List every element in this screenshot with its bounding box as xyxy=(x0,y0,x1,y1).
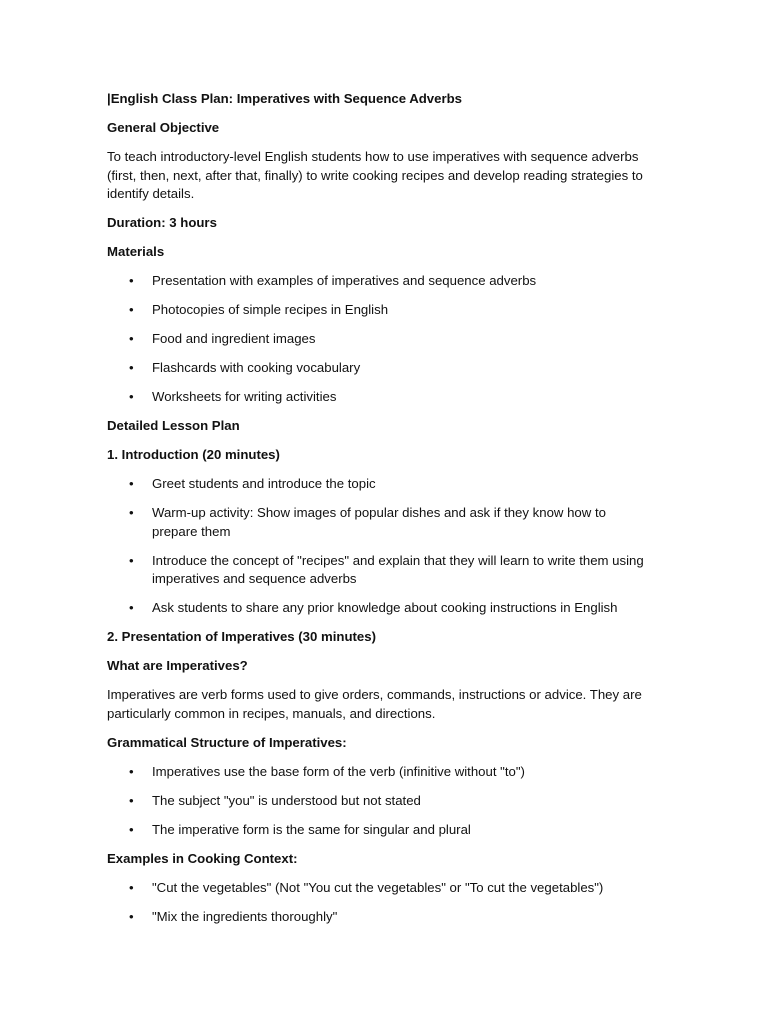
introduction-heading: 1. Introduction (20 minutes) xyxy=(107,447,280,462)
materials-list xyxy=(107,272,648,407)
list-item: • "Mix the ingredients thoroughly" xyxy=(107,908,648,927)
introduction-list xyxy=(107,475,648,618)
presentation-heading: 2. Presentation of Imperatives (30 minutes) xyxy=(107,629,376,644)
list-item: • Worksheets for writing activities xyxy=(107,388,648,407)
grammatical-structure-list xyxy=(107,763,648,840)
cooking-examples-list xyxy=(107,879,648,927)
materials-heading: Materials xyxy=(107,244,165,259)
grammatical-structure-heading: Grammatical Structure of Imperatives: xyxy=(107,734,347,750)
what-are-imperatives-text: Imperatives are verb forms used to give orders, commands, instructions or advice. They are particularly common in recipes, manuals, and directions. xyxy=(107,687,642,721)
cooking-examples-heading: Examples in Cooking Context: xyxy=(107,850,298,866)
what-are-imperatives-heading: What are Imperatives? xyxy=(107,658,248,673)
list-item: • Greet students and introduce the topic xyxy=(107,475,648,494)
list-item: • Warm-up activity: Show images of popular dishes and ask if they know how to prepare them xyxy=(107,504,648,541)
list-item: • Imperatives use the base form of the verb (infinitive without "to") xyxy=(107,763,648,782)
list-item: • Food and ingredient images xyxy=(107,330,648,349)
list-item: • Presentation with examples of imperatives and sequence adverbs xyxy=(107,272,648,291)
document-title: |English Class Plan: Imperatives with Sequence Adverbs xyxy=(107,91,462,106)
list-item: • Flashcards with cooking vocabulary xyxy=(107,359,648,378)
duration-text: Duration: 3 hours xyxy=(107,215,217,230)
detailed-plan-heading: Detailed Lesson Plan xyxy=(107,418,240,433)
list-item: • The imperative form is the same for singular and plural xyxy=(107,821,648,840)
list-item: • Photocopies of simple recipes in English xyxy=(107,301,648,320)
list-item: • Ask students to share any prior knowledge about cooking instructions in English xyxy=(107,599,648,618)
list-item: • "Cut the vegetables" (Not "You cut the vegetables" or "To cut the vegetables") xyxy=(107,879,648,898)
list-item: • The subject "you" is understood but not stated xyxy=(107,792,648,811)
list-item: • Introduce the concept of "recipes" and explain that they will learn to write them using imperatives and sequence adverbs xyxy=(107,552,648,589)
general-objective-heading: General Objective xyxy=(107,120,220,135)
general-objective-text: To teach introductory-level English students how to use imperatives with sequence adverbs (first, then, next, after that, finally) to write cooking recipes and develop reading strategies to identify details. xyxy=(107,149,643,201)
